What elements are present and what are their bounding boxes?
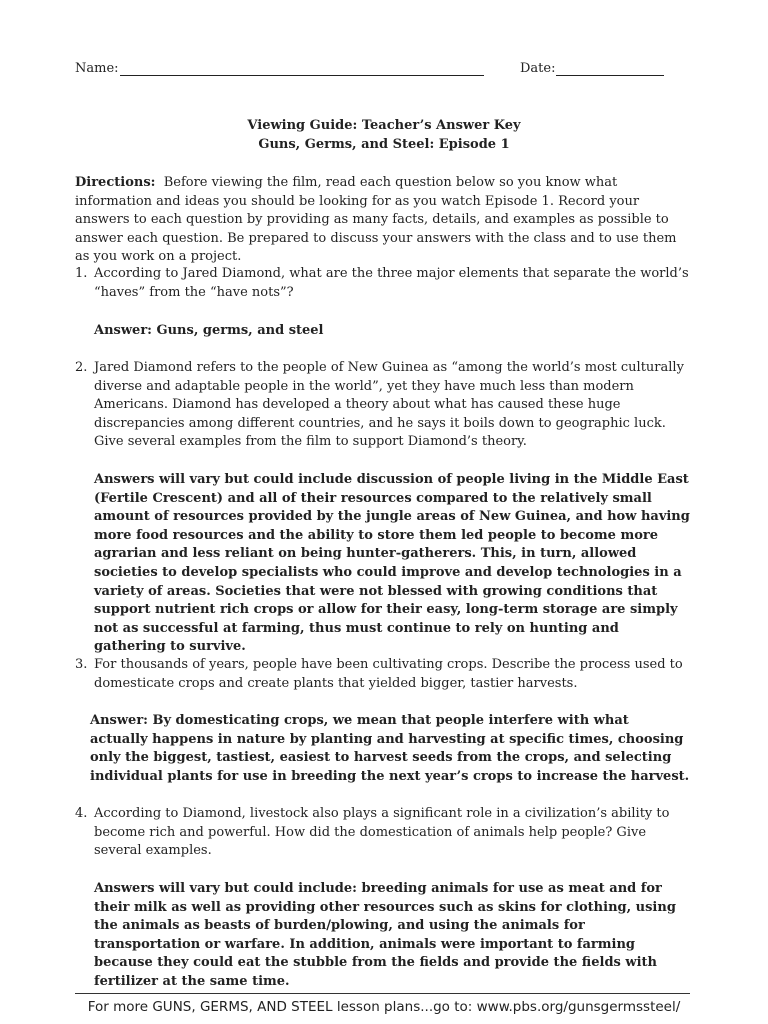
question-3 [75,656,695,693]
footer-link-text: For more GUNS, GERMS, AND STEEL lesson plans...go to: www.pbs.org/gunsgermssteel/ [87,999,681,1015]
answer-1: Answer: Guns, germs, and steel [94,323,324,338]
question-4 [75,805,695,861]
answer-2: Answers will vary but could include discussion of people living in the Middle East (Fertile Crescent) and all of their resources compared to the relatively small amount of resources provided by the jungle areas of New Guinea, and how having more food resources and the ability to store them led people to become more agrarian and less reliant on being hunter-gatherers. This, in turn, allowed societies to develop specialists who could improve and develop technologies in a variety of areas. Societies that were not blessed with growing conditions that support nutrient rich crops or allow for their easy, long-term storage are simply not as successful at farming, thus must continue to rely on hunting and gathering to survive. [94,472,690,655]
footer-divider [75,993,690,994]
name-field-row [75,61,484,76]
directions-text: Before viewing the film, read each question below so you know what information and ideas you should be looking for as you watch Episode 1. Record your answers to each question by providing as many facts, details, and examples as possible to answer each question. Be prepared to discuss your answers with the class and to use them as you work on a project. [75,175,677,265]
name-blank-line [120,61,484,76]
question-number: 1. [75,266,88,281]
question-text: Jared Diamond refers to the people of New Guinea as “among the world’s most culturally diverse and adaptable people in the world”, yet they have much less than modern Americans. Diamond has developed a theory about what has caused these huge discrepancies among different countries, and he says it boils down to geographic luck. Give several examples from the film to support Diamond’s theory. [94,360,684,450]
question-2 [75,359,695,452]
date-label: Date: [520,61,556,76]
question-text: For thousands of years, people have been cultivating crops. Describe the process used to domesticate crops and create plants that yielded bigger, tastier harvests. [94,657,683,691]
question-number: 4. [75,806,88,821]
question-text: According to Diamond, livestock also plays a significant role in a civilization’s ability to become rich and powerful. How did the domestication of animals help people? Give several examples. [94,806,670,859]
question-number: 2. [75,360,88,375]
answer-3: Answer: By domesticating crops, we mean that people interfere with what actually happens in nature by planting and harvesting at specific times, choosing only the biggest, tastiest, easiest to harvest seeds from the crops, and selecting individual plants for use in breeding the next year’s crops to increase the harvest. [90,713,690,784]
answer-4: Answers will vary but could include: breeding animals for use as meat and for their milk as well as providing other resources such as skins for clothing, using the animals as beasts of burden/plowing, and using the animals for transportation or warfare. In addition, animals were important to farming because they could eat the stubble from the fields and provide the fields with fertilizer at the same time. [94,881,676,989]
question-1 [75,265,695,302]
question-text: According to Jared Diamond, what are the three major elements that separate the world’s “haves” from the “have nots”? [94,266,689,300]
directions-label: Directions: [75,175,156,190]
name-label: Name: [75,61,119,76]
directions-paragraph [75,174,693,267]
question-number: 3. [75,657,88,672]
date-blank-line [556,61,664,76]
date-field-row [520,61,664,76]
page-title: Viewing Guide: Teacher’s Answer Key [247,118,521,133]
page-subtitle: Guns, Germs, and Steel: Episode 1 [258,137,510,152]
